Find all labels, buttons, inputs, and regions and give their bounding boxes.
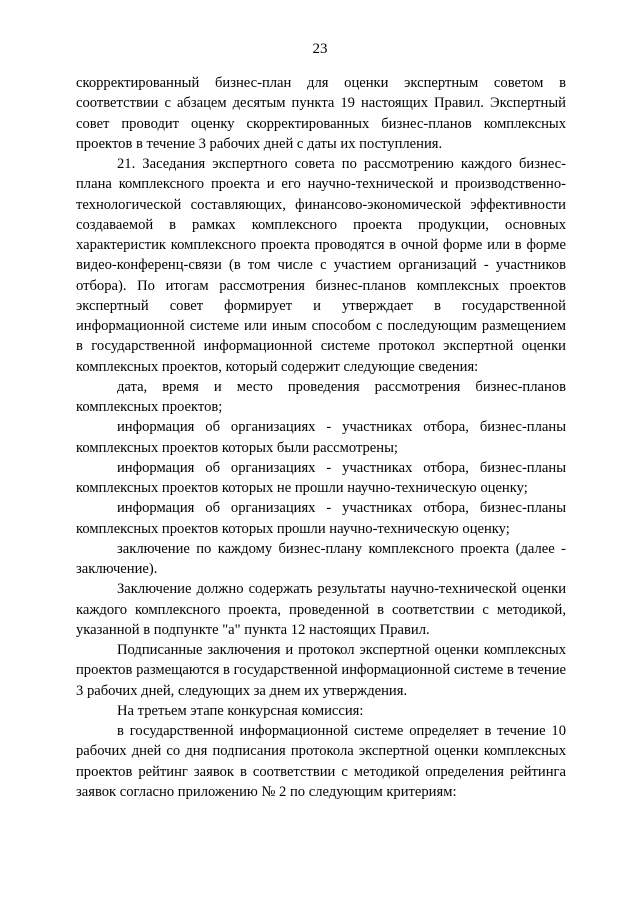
paragraph: в государственной информационной системе определяет в течение 10 рабочих дней со дня подписания протокола экспертной оценки комплексных проектов рейтинг заявок в соответствии с методикой определения рейтинга заявок согласно приложению № 2 по следующим критериям:: [76, 723, 566, 800]
paragraph: информация об организациях - участниках отбора, бизнес-планы комплексных проектов которых были рассмотрены;: [76, 419, 566, 456]
paragraph: дата, время и место проведения рассмотрения бизнес-планов комплексных проектов;: [76, 378, 566, 415]
paragraph: информация об организациях - участниках отбора, бизнес-планы комплексных проектов которых не прошли научно-техническую оценку;: [76, 459, 566, 496]
paragraph: На третьем этапе конкурсная комиссия:: [117, 702, 364, 719]
paragraph: информация об организациях - участниках отбора, бизнес-планы комплексных проектов которых прошли научно-техническую оценку;: [76, 500, 566, 537]
paragraph: Заключение должно содержать результаты научно-технической оценки каждого комплексного проекта, проведенной в соответствии с методикой, указанной в подпункте "а" пункта 12 настоящих Правил.: [76, 581, 566, 638]
paragraph: скорректированный бизнес-план для оценки экспертным советом в соответствии с абзацем десятым пункта 19 настоящих Правил. Экспертный совет проводит оценку скорректированных бизнес-планов комплексных проектов в течение 3 рабочих дней с даты их поступления.: [76, 75, 566, 152]
page-number: 23: [312, 41, 328, 57]
paragraph: Подписанные заключения и протокол экспертной оценки комплексных проектов размещаются в государственной информационной системе в течение 3 рабочих дней, следующих за днем их утверждения.: [76, 642, 566, 699]
paragraph: заключение по каждому бизнес-плану комплексного проекта (далее - заключение).: [76, 540, 566, 577]
paragraph: 21. Заседания экспертного совета по рассмотрению каждого бизнес-плана комплексного проекта и его научно-технической и производственно-технологической составляющих, финансово-экономической эффективности создаваемой в рамках комплексного проекта продукции, основных характеристик комплексного проекта проводятся в очной форме или в форме видео-конференц-связи (в том числе с участием организаций - участников отбора). По итогам рассмотрения бизнес-планов комплексных проектов экспертный совет формирует и утверждает в государственной информационной системе или иным способом с последующим размещением в государственной информационной системе протокол экспертной оценки комплексных проектов, который содержит следующие сведения:: [76, 156, 566, 375]
document-body: [76, 73, 566, 802]
